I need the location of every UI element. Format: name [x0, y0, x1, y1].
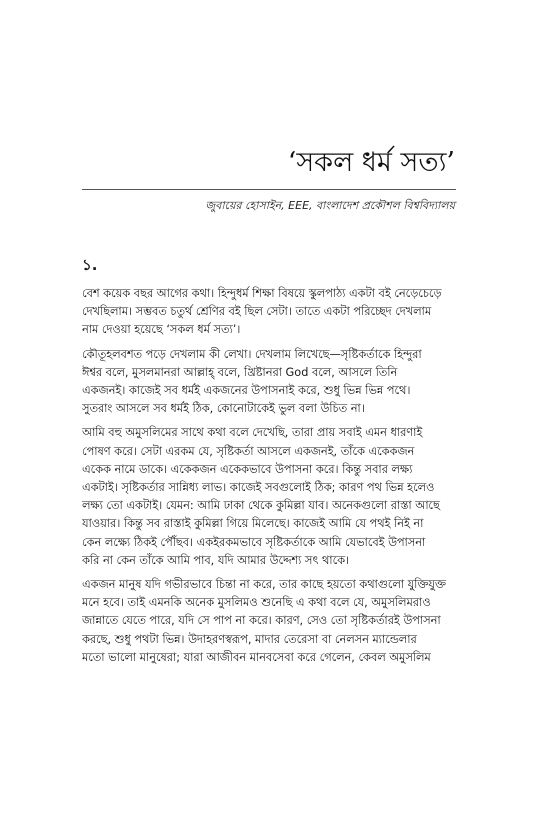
- text-line: একটাই। সৃষ্টিকর্তার সান্নিধ্য লাভ। কাজেই সবগুলোই ঠিক; কারণ পথ ভিন্ন হলেও: [82, 481, 435, 495]
- text-line: একেক নামে ডাকে। একেকজন একেকভাবে উপাসনা করে। কিন্তু সবার লক্ষ্য: [82, 462, 413, 476]
- title-divider: [82, 189, 456, 190]
- text-line: দেখছিলাম। সম্ভবত চতুর্থ শ্রেণির বই ছিল সেটা। তাতে একটা পরিচ্ছেদ দেখলাম: [82, 305, 432, 319]
- paragraph-1: [82, 285, 456, 340]
- paragraph-4: [82, 576, 456, 667]
- text-line: করি না কেন তাঁকে আমি পাব, যদি আমার উদ্দেশ্য সৎ থাকে।: [82, 553, 350, 567]
- text-line: একজন মানুষ যদি গভীরভাবে চিন্তা না করে, তার কাছে হয়তো কথাগুলো যুক্তিযুক্ত: [82, 578, 446, 592]
- text-line: সুতরাং আসলে সব ধর্মই ঠিক, কোনোটাকেই ভুল বলা উচিত না।: [82, 402, 365, 416]
- text-line: কেন লক্ষ্যে ঠিকই পৌঁছব। একইরকমভাবে সৃষ্টিকর্তাকে আমি যেভাবেই উপাসনা: [82, 535, 426, 549]
- text-line: পোষণ করে। সেটা এরকম যে, সৃষ্টিকর্তা আসলে একজনই, তাঁকে একেকজন: [82, 444, 415, 458]
- text-line: একজনই। কাজেই সব ধর্মই একজনের উপাসনাই করে, শুধু ভিন্ন ভিন্ন পথে।: [82, 384, 411, 398]
- text-line: মনে হবে। তাই এমনকি অনেক মুসলিমও শুনেছি এ কথা বলে যে, অমুসলিমরাও: [82, 596, 431, 610]
- author-credit: জুবায়ের হোসাইন, EEE, বাংলাদেশ প্রকৌশল বিশ্ববিদ্যালয়: [205, 199, 455, 212]
- text-line: মতো ভালো মানুষেরা; যারা আজীবন মানবসেবা করে গেলেন, কেবল অমুসলিম: [82, 650, 431, 664]
- text-line: লক্ষ্য তো একটাই। যেমন: আমি ঢাকা থেকে কুমিল্লা যাব। অনেকগুলো রাস্তা আছে: [82, 499, 440, 513]
- text-line: নাম দেওয়া হয়েছে ‘সকল ধর্ম সত্য’।: [82, 323, 241, 337]
- chapter-title: ‘সকল ধর্ম সত্য’: [287, 147, 455, 178]
- text-line: জান্নাতে যেতে পারে, যদি সে পাপ না করে। কারণ, সেও তো সৃষ্টিকর্তারই উপাসনা: [82, 614, 441, 628]
- text-line: করছে, শুধু পথটা ভিন্ন। উদাহরণস্বরূপ, মাদার তেরেসা বা নেলসন ম্যান্ডেলার: [82, 632, 417, 646]
- text-line: কৌতূহলবশত পড়ে দেখলাম কী লেখা। দেখলাম লিখেছে—সৃষ্টিকর্তাকে হিন্দুরা: [82, 347, 422, 361]
- text-line: আমি বহু অমুসলিমের সাথে কথা বলে দেখেছি, তারা প্রায় সবাই এমন ধারণাই: [82, 426, 423, 440]
- body-text: [82, 285, 456, 673]
- paragraph-3: [82, 424, 456, 570]
- text-line: বেশ কয়েক বছর আগের কথা। হিন্দুধর্ম শিক্ষা বিষয়ে স্কুলপাঠ্য একটা বই নেড়েচেড়ে: [82, 287, 442, 300]
- section-number: ১.: [82, 256, 98, 274]
- paragraph-2: [82, 346, 456, 419]
- text-line: ঈশ্বর বলে, মুসলমানরা আল্লাহ্ বলে, খ্রিষ্টানরা God বলে, আসলে তিনি: [82, 365, 398, 379]
- text-line: যাওয়ার। কিন্তু সব রাস্তাই কুমিল্লা গিয়ে মিলেছে। কাজেই আমি যে পথই নিই না: [82, 517, 424, 531]
